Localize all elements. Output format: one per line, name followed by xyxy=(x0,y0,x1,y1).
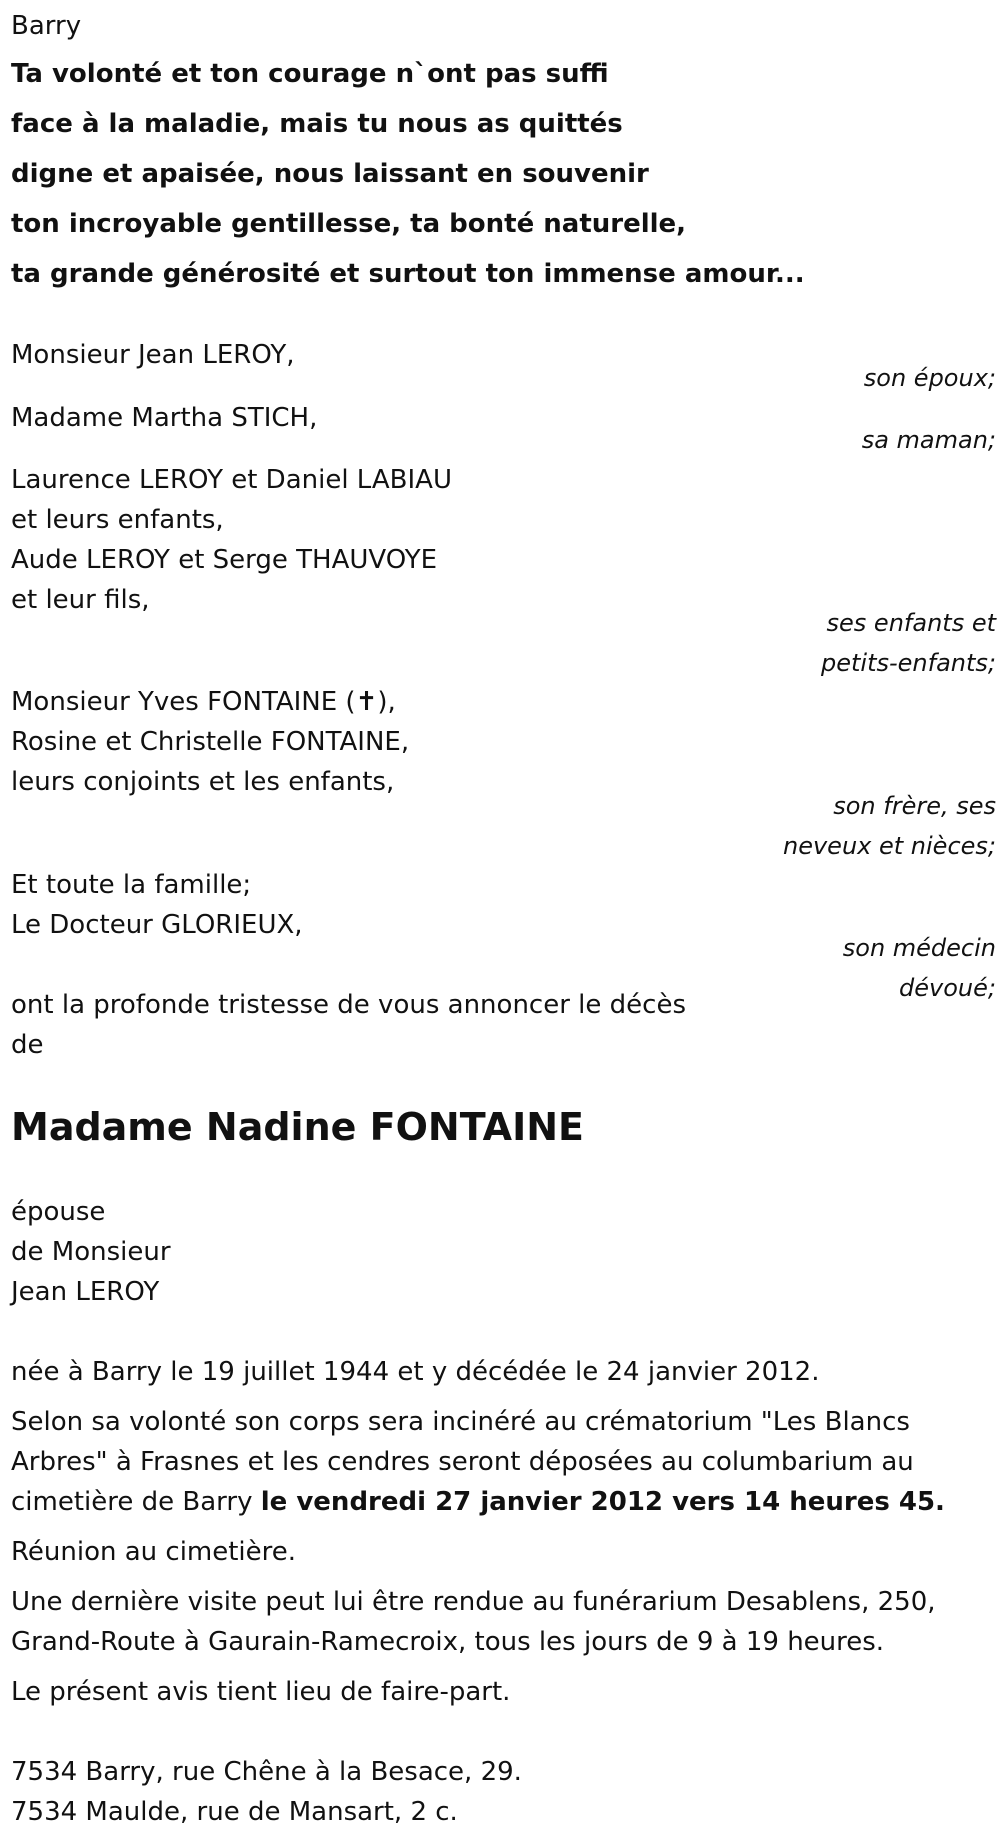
spouse-line: Jean LEROY xyxy=(11,1277,160,1307)
siblings-block xyxy=(11,682,409,802)
birth-death: née à Barry le 19 juillet 1944 et y décédée le 24 janvier 2012. xyxy=(11,1357,820,1387)
announcement-line: ont la profonde tristesse de vous annoncer le décès xyxy=(11,990,686,1020)
address-line: 7534 Barry, rue Chêne à la Besace, 29. xyxy=(11,1757,522,1787)
verse-line: ton incroyable gentillesse, ta bonté naturelle, xyxy=(11,209,687,239)
deceased-name: Madame Nadine FONTAINE xyxy=(11,1105,584,1149)
children-line: Aude LEROY et Serge THAUVOYE xyxy=(11,545,438,575)
place-header: Barry xyxy=(11,11,82,41)
siblings-line: Monsieur Yves FONTAINE (✝), xyxy=(11,687,396,717)
verse-line: digne et apaisée, nous laissant en souvenir xyxy=(11,159,649,189)
verse-line: Ta volonté et ton courage n`ont pas suffi xyxy=(11,59,609,89)
announcement xyxy=(11,985,686,1065)
siblings-role-line: son frère, ses xyxy=(833,792,996,820)
children-line: et leurs enfants, xyxy=(11,505,224,535)
funeral-line: Selon sa volonté son corps sera incinéré au crématorium "Les Blancs xyxy=(11,1407,910,1437)
spouse-line: de Monsieur xyxy=(11,1237,171,1267)
husband-name: Monsieur Jean LEROY, xyxy=(11,340,295,370)
mother-name: Madame Martha STICH, xyxy=(11,403,318,433)
children-role xyxy=(821,603,996,683)
meeting-note: Réunion au cimetière. xyxy=(11,1537,297,1567)
verse-block xyxy=(11,49,805,299)
verse-line: face à la maladie, mais tu nous as quittés xyxy=(11,109,623,139)
funeral-line: Arbres" à Frasnes et les cendres seront déposées au columbarium au xyxy=(11,1447,914,1477)
doctor-name: Le Docteur GLORIEUX, xyxy=(11,910,303,940)
siblings-line: Rosine et Christelle FONTAINE, xyxy=(11,727,410,757)
funeral-details xyxy=(11,1402,945,1522)
funeral-place: cimetière de Barry xyxy=(11,1487,261,1517)
doctor-role-line: dévoué; xyxy=(899,974,996,1002)
siblings-role-line: neveux et nièces; xyxy=(783,832,996,860)
visit-line: Grand-Route à Gaurain-Ramecroix, tous les jours de 9 à 19 heures. xyxy=(11,1627,885,1657)
spouse-line: épouse xyxy=(11,1197,106,1227)
visit-info xyxy=(11,1582,936,1662)
spouse-block xyxy=(11,1192,171,1312)
addresses xyxy=(11,1752,522,1832)
siblings-line: leurs conjoints et les enfants, xyxy=(11,767,395,797)
children-role-line: petits-enfants; xyxy=(821,649,996,677)
verse-line: ta grande générosité et surtout ton immense amour... xyxy=(11,259,805,289)
children-line: Laurence LEROY et Daniel LABIAU xyxy=(11,465,452,495)
mother-role: sa maman; xyxy=(861,426,996,454)
address-line: 7534 Maulde, rue de Mansart, 2 c. xyxy=(11,1797,458,1827)
funeral-line xyxy=(11,1482,945,1522)
funeral-datetime: le vendredi 27 janvier 2012 vers 14 heures 45. xyxy=(260,1487,945,1517)
siblings-role xyxy=(783,786,996,866)
husband-role: son époux; xyxy=(863,364,996,392)
visit-line: Une dernière visite peut lui être rendue au funérarium Desablens, 250, xyxy=(11,1587,936,1617)
children-block xyxy=(11,460,452,620)
doctor-role xyxy=(843,928,996,1008)
doctor-role-line: son médecin xyxy=(842,934,996,962)
announcement-line: de xyxy=(11,1030,44,1060)
children-role-line: ses enfants et xyxy=(826,609,996,637)
family-line: Et toute la famille; xyxy=(11,870,252,900)
notice-line: Le présent avis tient lieu de faire-part. xyxy=(11,1677,511,1707)
children-line: et leur fils, xyxy=(11,585,150,615)
